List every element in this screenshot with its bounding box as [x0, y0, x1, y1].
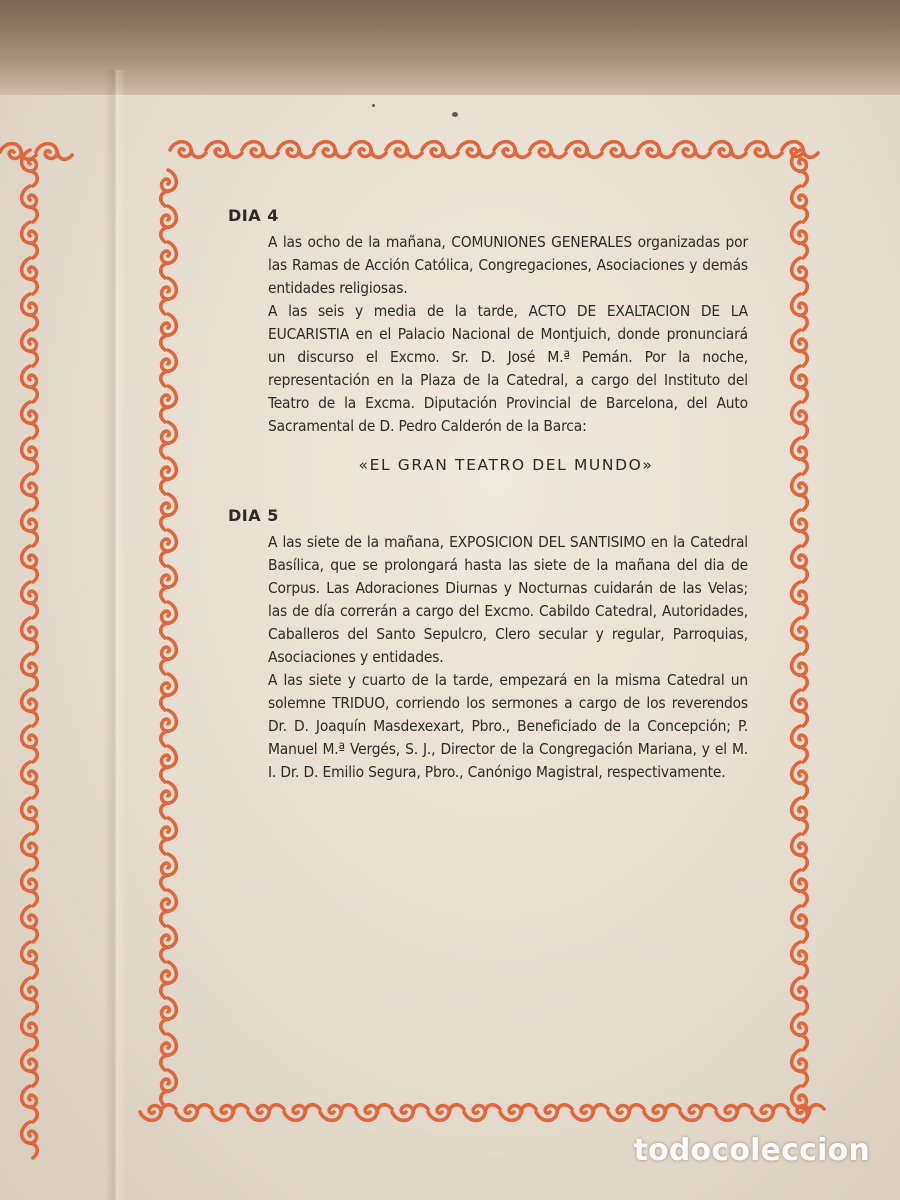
scroll-ornament [22, 870, 38, 906]
scroll-ornament [22, 366, 38, 402]
day-heading: DIA 5 [228, 506, 279, 525]
scroll-ornament [22, 906, 38, 942]
scroll-ornament [792, 978, 808, 1014]
scroll-ornament [22, 438, 38, 474]
scroll-ornament [792, 438, 808, 474]
scroll-ornament [22, 294, 38, 330]
scroll-ornament [792, 618, 808, 654]
scroll-ornament [602, 142, 638, 158]
scroll-ornament [161, 386, 177, 422]
scroll-ornament [161, 746, 177, 782]
border-left-panel [22, 150, 38, 1158]
scroll-ornament [22, 798, 38, 834]
scroll-ornament [161, 314, 177, 350]
scroll-ornament [458, 142, 494, 158]
scroll-ornament [161, 710, 177, 746]
scroll-ornament [356, 1105, 392, 1121]
scroll-ornament [792, 798, 808, 834]
paragraph: A las seis y media de la tarde, ACTO DE EXALTACION DE LA EUCARISTIA en el Palacio Nacional de Montjuich, donde pronunciará un discurso el Excmo. Sr. D. José M.ª Pemán. Por la noche, representación en la Plaza de la Catedral, a cargo del Instituto del Teatro de la Excma. Diputación Provincial de Barcelona, del Auto Sacramental de D. Pedro Calderón de la Barca: [268, 302, 748, 435]
scroll-ornament [536, 1105, 572, 1121]
scroll-ornament [22, 186, 38, 222]
scroll-ornament [320, 1105, 356, 1121]
scroll-ornament [161, 422, 177, 458]
scroll-ornament [22, 258, 38, 294]
scroll-ornament [792, 1050, 808, 1086]
scroll-ornament [752, 1105, 788, 1121]
scroll-ornament [161, 674, 177, 710]
scroll-ornament [22, 1086, 38, 1122]
scroll-ornament [22, 402, 38, 438]
scroll-ornament [792, 762, 808, 798]
scroll-ornament [161, 206, 177, 242]
scroll-ornament [22, 762, 38, 798]
scroll-ornament [170, 142, 206, 158]
scroll-ornament [161, 962, 177, 998]
scroll-ornament [792, 1014, 808, 1050]
scroll-ornament [792, 222, 808, 258]
scroll-ornament [22, 834, 38, 870]
paragraph: A las ocho de la mañana, COMUNIONES GENERALES organizadas por las Ramas de Acción Católica, Congregaciones, Asociaciones y demás entidades religiosas. [268, 233, 748, 297]
scroll-ornament [572, 1105, 608, 1121]
scroll-ornament [284, 1105, 320, 1121]
scroll-ornament [792, 582, 808, 618]
scroll-ornament [392, 1105, 428, 1121]
scroll-ornament [161, 278, 177, 314]
scroll-ornament [494, 142, 530, 158]
scroll-ornament [644, 1105, 680, 1121]
scroll-ornament [428, 1105, 464, 1121]
scroll-ornament [638, 142, 674, 158]
scroll-ornament [161, 494, 177, 530]
scroll-ornament [206, 142, 242, 158]
scroll-ornament [161, 350, 177, 386]
scroll-ornament [161, 566, 177, 602]
scroll-ornament [22, 546, 38, 582]
scroll-ornament [422, 142, 458, 158]
scroll-ornament [161, 170, 177, 206]
scroll-ornament [792, 402, 808, 438]
scroll-ornament [212, 1105, 248, 1121]
scroll-ornament [176, 1105, 212, 1121]
border-left [161, 170, 177, 1106]
scroll-ornament [792, 474, 808, 510]
scroll-ornament [161, 638, 177, 674]
scroll-ornament [161, 602, 177, 638]
programme-text [228, 206, 748, 784]
scroll-ornament [500, 1105, 536, 1121]
day-section [228, 506, 748, 784]
scroll-ornament [746, 142, 782, 158]
scroll-ornament [22, 510, 38, 546]
scroll-ornament [248, 1105, 284, 1121]
scroll-ornament [278, 142, 314, 158]
scroll-ornament [242, 142, 278, 158]
scroll-ornament [792, 690, 808, 726]
scroll-ornament [350, 142, 386, 158]
scroll-ornament [36, 144, 72, 160]
scroll-ornament [792, 834, 808, 870]
scroll-ornament [314, 142, 350, 158]
scroll-ornament [22, 726, 38, 762]
scroll-ornament [680, 1105, 716, 1121]
scroll-ornament [608, 1105, 644, 1121]
paragraph: A las siete y cuarto de la tarde, empezará en la misma Catedral un solemne TRIDUO, corriendo los sermones a cargo de los reverendos Dr. D. Joaquín Masdexexart, Pbro., Beneficiado de la Concepción; P. Manuel M.ª Vergés, S. J., Director de la Congregación Mariana, y el M. I. Dr. D. Emilio Segura, Pbro., Canónigo Magistral, respectivamente. [268, 671, 748, 781]
scroll-ornament [792, 366, 808, 402]
scroll-ornament [386, 142, 422, 158]
border-right [792, 150, 808, 1122]
scroll-ornament [161, 854, 177, 890]
scroll-ornament [792, 294, 808, 330]
scroll-ornament [792, 186, 808, 222]
scroll-ornament [161, 1070, 177, 1106]
watermark-logo: todocoleccion [633, 1133, 870, 1168]
scroll-ornament [161, 890, 177, 926]
border-top-left-panel [0, 144, 72, 160]
scroll-ornament [22, 942, 38, 978]
scroll-ornament [22, 1122, 38, 1158]
scroll-ornament [530, 142, 566, 158]
scroll-ornament [161, 242, 177, 278]
scroll-ornament [792, 870, 808, 906]
scroll-ornament [464, 1105, 500, 1121]
scroll-ornament [22, 222, 38, 258]
scroll-ornament [792, 1086, 808, 1122]
scroll-ornament [792, 942, 808, 978]
border-top [170, 142, 818, 158]
scroll-ornament [792, 546, 808, 582]
scroll-ornament [161, 1034, 177, 1070]
scroll-ornament [22, 618, 38, 654]
scroll-ornament [22, 654, 38, 690]
scroll-ornament [161, 782, 177, 818]
border-bottom [140, 1105, 824, 1121]
scroll-ornament [22, 330, 38, 366]
scroll-ornament [161, 530, 177, 566]
scroll-ornament [792, 510, 808, 546]
scroll-ornament [22, 582, 38, 618]
scroll-ornament [716, 1105, 752, 1121]
scroll-ornament [22, 690, 38, 726]
scroll-ornament [674, 142, 710, 158]
day-heading: DIA 4 [228, 206, 279, 225]
scroll-ornament [792, 654, 808, 690]
scroll-ornament [22, 1050, 38, 1086]
day-section [228, 206, 748, 474]
scroll-ornament [792, 726, 808, 762]
scroll-ornament [566, 142, 602, 158]
scroll-ornament [792, 258, 808, 294]
paragraph: A las siete de la mañana, EXPOSICION DEL SANTISIMO en la Catedral Basílica, que se prolongará hasta las siete de la mañana del dia de Corpus. Las Adoraciones Diurnas y Nocturnas cuidarán de las Velas; las de día correrán a cargo del Excmo. Cabildo Catedral, Autoridades, Caballeros del Santo Sepulcro, Clero secular y regular, Parroquias, Asociaciones y entidades. [268, 533, 748, 666]
scroll-ornament [710, 142, 746, 158]
scroll-ornament [22, 1014, 38, 1050]
work-title: «EL GRAN TEATRO DEL MUNDO» [358, 456, 654, 474]
scroll-ornament [22, 474, 38, 510]
scroll-ornament [792, 906, 808, 942]
scroll-ornament [22, 978, 38, 1014]
scroll-ornament [161, 998, 177, 1034]
scroll-ornament [792, 330, 808, 366]
scroll-ornament [161, 458, 177, 494]
scroll-ornament [140, 1105, 176, 1121]
scroll-ornament [161, 818, 177, 854]
scroll-ornament [161, 926, 177, 962]
